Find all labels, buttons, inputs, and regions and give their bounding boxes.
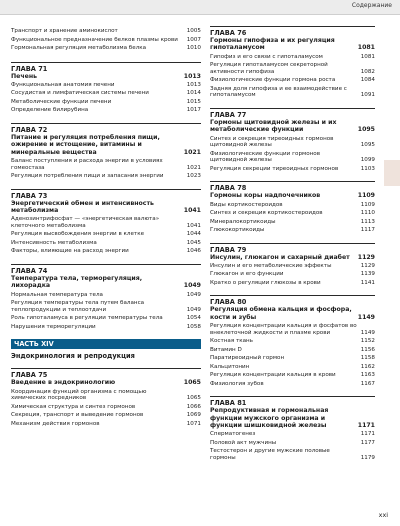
toc-entry-text: Регуляция высвобождения энергии в клетке xyxy=(11,231,145,238)
toc-entry-page: 1103 xyxy=(360,165,375,172)
toc-entry-text: Инсулин и его метаболические эффекты xyxy=(210,262,332,269)
toc-entry-text: Регуляция гипоталамусом секреторной активности гипофиза xyxy=(210,62,328,75)
chapter xyxy=(11,62,201,114)
chapter xyxy=(11,123,201,180)
chapter-page: 1049 xyxy=(183,282,201,290)
toc-entry xyxy=(11,292,201,299)
toc-entry-text: Витамин D xyxy=(210,346,242,353)
left-chapters xyxy=(11,62,201,331)
toc-entry-text: Нарушения терморегуляции xyxy=(11,323,96,330)
chapter-title: Температура тела, терморегуляция, лихорадка xyxy=(11,274,143,290)
toc-entry xyxy=(210,210,375,217)
toc-entry-text: Костная ткань xyxy=(210,338,253,345)
toc-entry xyxy=(210,86,375,99)
toc-entry xyxy=(11,404,201,411)
toc-entry xyxy=(210,381,375,388)
toc-entry-page: 1017 xyxy=(186,107,201,114)
chapter-page: 1081 xyxy=(357,44,375,52)
toc-entry xyxy=(210,219,375,226)
toc-entry xyxy=(11,315,201,322)
toc-entry xyxy=(210,227,375,234)
chapter-label: ГЛАВА 80 xyxy=(210,295,375,306)
toc-entry-page: 1069 xyxy=(186,412,201,419)
toc-entry xyxy=(210,136,375,149)
page-number: xxi xyxy=(378,511,388,519)
chapter-title-row xyxy=(11,379,201,386)
chapter-page: 1041 xyxy=(183,207,201,215)
toc-entry xyxy=(210,151,375,164)
toc-entry-text: Аденозинтрифосфат — «энергетическая валюта» клеточного метаболизма xyxy=(11,216,160,229)
toc-entry-page: 1113 xyxy=(360,218,375,225)
toc-entry xyxy=(210,77,375,84)
toc-entry-page: 1167 xyxy=(360,380,375,387)
toc-entry-page: 1141 xyxy=(360,279,375,286)
toc-entry-text: Интенсивность метаболизма xyxy=(11,239,97,246)
part-title: Эндокринология и репродукция xyxy=(11,352,135,361)
toc-entry xyxy=(11,90,201,97)
chapter-title: Питание и регуляция потребления пищи, ожирение и истощение, витамины и минеральные вещества xyxy=(11,133,160,156)
chapter-page: 1129 xyxy=(357,253,375,261)
toc-entry xyxy=(210,166,375,173)
toc-entry-text: Факторы, влияющие на расход энергии xyxy=(11,248,129,255)
chapter xyxy=(210,243,375,287)
chapter-title-row xyxy=(11,73,201,80)
chapter xyxy=(210,181,375,233)
chapter-page: 1013 xyxy=(183,72,201,80)
toc-entry-page: 1058 xyxy=(186,323,201,330)
toc-entry-text: Виды кортикостероидов xyxy=(210,201,283,208)
toc-entry-page: 1046 xyxy=(186,248,201,255)
toc-entry-text: Сосудистая и лимфатическая системы печени xyxy=(11,90,149,97)
chapter-label: ГЛАВА 79 xyxy=(210,243,375,254)
chapter-title-row xyxy=(210,37,375,52)
toc-entry-text: Определение билирубина xyxy=(11,107,89,114)
toc-entry xyxy=(11,324,201,331)
chapter-page: 1095 xyxy=(357,126,375,134)
toc-entry xyxy=(11,300,201,313)
toc-entry-text: Функциональное предназначение белков плазмы крови xyxy=(11,36,178,43)
chapter-page: 1149 xyxy=(357,313,375,321)
toc-entry-text: Регуляция потребления пищи и запасания энергии xyxy=(11,173,164,180)
toc-entry-page: 1099 xyxy=(360,157,375,164)
toc-entry xyxy=(11,216,201,229)
chapter-title-row xyxy=(210,119,375,134)
toc-entry-text: Гипофиз и его связи с гипоталамусом xyxy=(210,53,323,60)
toc-entry-page: 1071 xyxy=(186,420,201,427)
toc-entry-page: 1152 xyxy=(360,338,375,345)
chapter-title: Печень xyxy=(11,72,38,80)
toc-entry-text: Паратиреоидный гормон xyxy=(210,355,285,362)
toc-entry-text: Половой акт мужчины xyxy=(210,439,277,446)
toc-entry xyxy=(210,347,375,354)
toc-entry xyxy=(11,37,201,44)
chapter-label: ГЛАВА 77 xyxy=(210,108,375,119)
toc-entry-page: 1010 xyxy=(186,45,201,51)
chapter-title: Инсулин, глюкагон и сахарный диабет xyxy=(210,253,350,261)
toc-entry-page: 1171 xyxy=(360,431,375,438)
toc-entry-page: 1095 xyxy=(360,142,375,149)
toc-entry-text: Физиологические функции гормона роста xyxy=(210,77,336,84)
left-column xyxy=(11,26,201,436)
toc-entry-page: 1091 xyxy=(360,92,375,99)
toc-entry xyxy=(11,389,201,402)
toc-entry xyxy=(11,421,201,428)
toc-entry-text: Регуляция концентрации кальция и фосфатов во внеклеточной жидкости и плазме крови xyxy=(210,323,357,336)
toc-entry xyxy=(11,240,201,247)
toc-entry xyxy=(11,45,201,52)
chapter-label: ГЛАВА 76 xyxy=(210,26,375,37)
chapter-title: Репродуктивная и гормональная функции мужского организма и функции шишковидной железы xyxy=(210,407,329,430)
toc-entry-page: 1049 xyxy=(186,291,201,298)
toc-entry-page: 1015 xyxy=(186,98,201,105)
toc-entry-page: 1054 xyxy=(186,315,201,322)
chapter xyxy=(11,189,201,255)
toc-entry xyxy=(11,173,201,180)
toc-entry-text: Метаболические функции печени xyxy=(11,98,112,105)
toc-entry-text: Сперматогенез xyxy=(210,431,256,438)
chapter xyxy=(210,295,375,387)
chapter-title-row xyxy=(11,200,201,215)
toc-entry xyxy=(11,158,201,171)
chapter xyxy=(210,108,375,172)
toc-entry-page: 1041 xyxy=(186,222,201,229)
toc-entry xyxy=(210,440,375,447)
chapter-label: ГЛАВА 75 xyxy=(11,368,201,379)
toc-entry-page: 1179 xyxy=(360,454,375,461)
chapter-page: 1021 xyxy=(183,148,201,156)
chapter-title: Введение в эндокринологию xyxy=(11,379,116,387)
chapter-page: 1171 xyxy=(357,422,375,430)
toc-entry-page: 1023 xyxy=(186,173,201,180)
chapter xyxy=(210,26,375,99)
toc-entry-page: 1163 xyxy=(360,372,375,379)
chapter-title-row xyxy=(210,192,375,199)
chapter-title-row xyxy=(210,306,375,321)
toc-entry-page: 1066 xyxy=(186,403,201,410)
toc-entry xyxy=(210,62,375,75)
toc-entry xyxy=(210,263,375,270)
toc-entry xyxy=(11,28,201,35)
toc-entry xyxy=(210,54,375,61)
toc-entry-page: 1021 xyxy=(186,164,201,171)
toc-entry xyxy=(210,355,375,362)
chapter-title-row xyxy=(210,254,375,261)
toc-entry xyxy=(210,202,375,209)
chapter-title-row xyxy=(11,275,201,290)
toc-entry-page: 1081 xyxy=(360,53,375,60)
running-header xyxy=(0,0,400,15)
toc-entry-page: 1084 xyxy=(360,77,375,84)
toc-entry-text: Кальцитонин xyxy=(210,363,250,370)
toc-entry-text: Баланс поступления и расхода энергии в условиях гомеостаза xyxy=(11,158,163,171)
chapter-title-row xyxy=(11,134,201,156)
toc-entry-page: 1158 xyxy=(360,355,375,362)
part-label: ЧАСТЬ XIV xyxy=(11,339,201,349)
chapter-title: Регуляция обмена кальция и фосфора, кости и зубы xyxy=(210,306,352,321)
toc-entry-text: Роль гипоталамуса в регуляции температуры тела xyxy=(11,315,163,322)
toc-entry-text: Синтез и секреция тиреоидных гормонов щитовидной железы xyxy=(210,135,334,149)
toc-entry xyxy=(11,82,201,89)
chapter xyxy=(210,396,375,461)
toc-entry-page: 1005 xyxy=(186,28,201,34)
toc-entry-page: 1117 xyxy=(360,227,375,234)
toc-entry-text: Глюкокортикоиды xyxy=(210,227,265,234)
toc-entry xyxy=(11,412,201,419)
chapter-page: 1109 xyxy=(357,192,375,200)
chapter-label: ГЛАВА 74 xyxy=(11,264,201,275)
toc-entry-text: Секреция, транспорт и выведение гормонов xyxy=(11,412,144,419)
toc-entry-text: Задняя доля гипофиза и ее взаимодействие с гипоталамусом xyxy=(210,85,347,99)
chapter-label: ГЛАВА 78 xyxy=(210,181,375,192)
right-column xyxy=(210,26,375,470)
toc-entry xyxy=(210,280,375,287)
toc-entry xyxy=(210,271,375,278)
toc-entry-page: 1049 xyxy=(186,306,201,313)
chapter-title-row xyxy=(210,407,375,429)
toc-entry-page: 1129 xyxy=(360,262,375,269)
toc-entry-text: Координация функций организма с помощью химических посредников xyxy=(11,388,147,402)
chapter xyxy=(11,264,201,330)
toc-entry xyxy=(210,364,375,371)
toc-entry-text: Регуляция концентрации кальция в крови xyxy=(210,372,336,379)
toc-entry-page: 1065 xyxy=(186,395,201,402)
chapter-title: Гормоны гипофиза и их регуляция гипоталамусом xyxy=(210,37,335,52)
toc-entry-text: Кратко о регуляции глюкозы в крови xyxy=(210,279,321,286)
chapter-title: Гормоны коры надпочечников xyxy=(210,192,321,200)
toc-entry xyxy=(11,107,201,114)
toc-entry-text: Тестостерон и другие мужские половые гормоны xyxy=(210,448,330,461)
toc-entry xyxy=(210,338,375,345)
chapter-label: ГЛАВА 73 xyxy=(11,189,201,200)
toc-entry-page: 1013 xyxy=(186,81,201,88)
toc-entry-text: Регуляция секреции тиреоидных гормонов xyxy=(210,165,339,172)
toc-entry xyxy=(11,248,201,255)
chapter-label: ГЛАВА 71 xyxy=(11,62,201,73)
toc-entry-text: Функциональная анатомия печени xyxy=(11,81,115,88)
toc-entry-text: Транспорт и хранение аминокислот xyxy=(11,28,118,34)
toc-entry xyxy=(210,323,375,336)
toc-entry-page: 1110 xyxy=(360,210,375,217)
chapter-label: ГЛАВА 81 xyxy=(210,396,375,407)
toc-entry-page: 1045 xyxy=(186,239,201,246)
toc-entry-text: Гормональная регуляция метаболизма белка xyxy=(11,45,147,51)
chapter xyxy=(11,368,201,427)
toc-entry xyxy=(210,372,375,379)
section-edge-tab xyxy=(384,160,400,186)
toc-entry-text: Регуляция температуры тела путем баланса теплопродукции и теплоотдачи xyxy=(11,300,145,313)
running-header-title: Содержание xyxy=(351,2,392,9)
toc-entry-text: Физиологические функции гормонов щитовидной железы xyxy=(210,150,321,164)
toc-entry xyxy=(11,231,201,238)
toc-entry-text: Глюкагон и его функции xyxy=(210,271,284,278)
left-top-entries xyxy=(11,28,201,52)
toc-entry-text: Нормальная температура тела xyxy=(11,291,103,298)
toc-entry-text: Синтез и секреция кортикостероидов xyxy=(210,210,323,217)
chapter-label: ГЛАВА 72 xyxy=(11,123,201,134)
toc-entry-page: 1149 xyxy=(360,329,375,336)
toc-entry-page: 1082 xyxy=(360,68,375,75)
toc-entry xyxy=(210,431,375,438)
chapter-title: Энергетический обмен и интенсивность метаболизма xyxy=(11,199,154,215)
toc-entry-page: 1014 xyxy=(186,90,201,97)
toc-entry-page: 1162 xyxy=(360,363,375,370)
toc-entry-page: 1177 xyxy=(360,439,375,446)
toc-entry-page: 1156 xyxy=(360,346,375,353)
toc-entry-page: 1007 xyxy=(186,36,201,43)
toc-entry-page: 1044 xyxy=(186,231,201,238)
left-chapters-b xyxy=(11,368,201,427)
toc-entry-text: Физиология зубов xyxy=(210,380,264,387)
toc-entry-text: Механизм действия гормонов xyxy=(11,420,100,427)
toc-entry-text: Минералокортикоиды xyxy=(210,218,276,225)
chapter-page: 1065 xyxy=(183,379,201,387)
chapter-title: Гормоны щитовидной железы и их метаболические функции xyxy=(210,118,337,134)
toc-entry xyxy=(11,99,201,106)
toc-entry xyxy=(210,448,375,461)
toc-entry-text: Химическая структура и синтез гормонов xyxy=(11,403,136,410)
toc-entry-page: 1109 xyxy=(360,201,375,208)
toc-entry-page: 1139 xyxy=(360,271,375,278)
